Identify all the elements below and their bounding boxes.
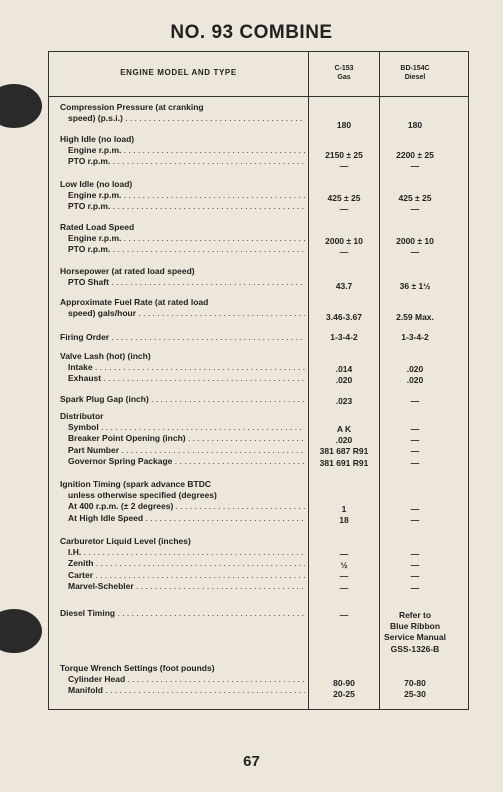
header-bd154	[380, 64, 450, 82]
header-c153	[309, 64, 379, 82]
row-label: Breaker Point Opening (inch) . . .	[60, 433, 305, 444]
value-c153	[309, 236, 379, 258]
row-label: Carburetor Liquid Level (inches)	[60, 536, 191, 546]
row-label: Carter . . .	[60, 570, 305, 581]
value-line: Refer to	[398, 610, 432, 620]
value-spring-package: 381 691 R91	[319, 457, 369, 468]
header-bd154-model: BD-154C	[400, 65, 430, 72]
value-bd154	[380, 364, 450, 386]
page-title: NO. 93 COMBINE	[170, 22, 333, 43]
header-engine-model: ENGINE MODEL AND TYPE	[120, 68, 237, 77]
row-label: unless otherwise specified (degrees)	[68, 490, 217, 501]
value-c153: 43.7	[335, 281, 353, 291]
row-label: Valve Lash (hot) (inch)	[60, 351, 151, 361]
value-engine: 2200 ± 25	[396, 150, 434, 160]
row-label: Compression Pressure (at cranking	[60, 102, 204, 112]
row-label: Symbol . . .	[60, 422, 305, 433]
value-c153	[309, 364, 379, 386]
row-label: At 400 r.p.m. (± 2 degrees) . . .	[60, 501, 305, 512]
value-line: Service Manual	[384, 632, 446, 643]
row-label: Marvel-Schebler . . .	[60, 581, 305, 592]
row-label: Zenith . . .	[60, 558, 305, 569]
value-bd154	[380, 678, 450, 700]
value-engine: 425 ± 25	[327, 193, 361, 203]
value-pto: —	[339, 247, 349, 258]
row-label: Rated Load Speed	[60, 222, 135, 232]
page-number: 67	[243, 753, 260, 770]
value-spring-package: —	[410, 457, 420, 468]
value-pto: —	[339, 204, 349, 215]
value-carter: —	[339, 571, 349, 582]
value-part-number: —	[410, 446, 420, 457]
value-high-idle: —	[410, 515, 420, 526]
binder-hole-bottom	[0, 609, 42, 653]
value-bd154	[380, 236, 450, 258]
row-label: Engine r.p.m. . . .	[60, 233, 305, 244]
value-high-idle: 18	[339, 515, 349, 526]
value-cylinder-head: 80-90	[333, 678, 355, 688]
value-c153	[309, 549, 379, 594]
value-c153: 1-3-4-2	[330, 332, 358, 342]
value-c153: .023	[335, 396, 353, 406]
value-part-number: 381 687 R91	[319, 446, 369, 457]
value-marvel-schebler: —	[339, 582, 349, 593]
value-cylinder-head: 70-80	[404, 678, 426, 688]
value-breaker: .020	[335, 435, 353, 446]
value-breaker: —	[410, 435, 420, 446]
binder-hole-top	[0, 84, 42, 128]
row-label: Firing Order . . .	[60, 332, 305, 343]
value-engine: 2150 ± 25	[325, 150, 363, 160]
value-exhaust: .020	[335, 375, 353, 386]
value-bd154	[380, 504, 450, 526]
value-bd154	[380, 549, 450, 594]
value-at-400: 1	[341, 504, 347, 514]
row-label: Low Idle (no load)	[60, 179, 133, 189]
row-label: Ignition Timing (spark advance BTDC	[60, 479, 211, 489]
row-label: Spark Plug Gap (inch) . . .	[60, 394, 305, 405]
row-label: At High Idle Speed . . .	[60, 513, 305, 524]
value-c153	[309, 424, 379, 469]
value-pto: —	[339, 161, 349, 172]
value-symbol: A K	[336, 424, 352, 434]
value-pto: —	[410, 204, 420, 215]
row-label: PTO r.p.m. . . .	[60, 156, 305, 167]
value-line: GSS-1326-B	[390, 643, 440, 654]
value-bd154	[380, 610, 450, 655]
row-label: PTO Shaft . . .	[60, 277, 305, 288]
value-exhaust: .020	[406, 375, 424, 386]
value-intake: .020	[406, 364, 424, 374]
value-c153	[309, 504, 379, 526]
row-label: Approximate Fuel Rate (at rated load	[60, 297, 209, 307]
header-c153-model: C-153	[334, 65, 354, 72]
value-carter: —	[410, 571, 420, 582]
row-label: High Idle (no load)	[60, 134, 135, 144]
value-intake: .014	[335, 364, 353, 374]
value-zenith: —	[410, 560, 420, 571]
header-divider	[49, 96, 468, 97]
value-zenith: ½	[340, 560, 348, 571]
header-c153-type: Gas	[337, 74, 351, 81]
value-bd154: 1-3-4-2	[401, 332, 429, 342]
value-c153	[309, 150, 379, 172]
row-label: Exhaust . . .	[60, 373, 305, 384]
row-label: Diesel Timing . . .	[60, 608, 305, 619]
value-marvel-schebler: —	[410, 582, 420, 593]
value-bd154: 2.59 Max.	[396, 312, 434, 322]
value-c153: 180	[336, 120, 352, 130]
value-pto: —	[410, 161, 420, 172]
spec-table	[48, 51, 469, 710]
row-label: speed) gals/hour . . .	[60, 308, 305, 319]
value-symbol: —	[410, 424, 420, 434]
value-ih: —	[339, 549, 349, 559]
value-bd154: —	[410, 396, 420, 406]
header-bd154-type: Diesel	[404, 74, 426, 81]
value-pto: —	[410, 247, 420, 258]
value-ih: —	[410, 549, 420, 559]
row-label: Cylinder Head . . .	[60, 674, 305, 685]
value-manifold: 25-30	[404, 689, 426, 700]
row-label: PTO r.p.m. . . .	[60, 201, 305, 212]
row-label: Engine r.p.m. . . .	[60, 145, 305, 156]
row-label: Intake . . .	[60, 362, 305, 373]
value-c153	[309, 678, 379, 700]
value-at-400: —	[410, 504, 420, 514]
row-label: speed) (p.s.i.) . . .	[60, 113, 305, 124]
value-bd154	[380, 424, 450, 469]
row-label: Manifold . . .	[60, 685, 305, 696]
value-engine: 2000 ± 10	[396, 236, 434, 246]
row-label: Distributor	[60, 411, 104, 421]
row-label: I.H. . . .	[60, 547, 305, 558]
value-c153	[309, 193, 379, 215]
row-label: Torque Wrench Settings (foot pounds)	[60, 663, 215, 673]
row-label: Horsepower (at rated load speed)	[60, 266, 195, 276]
value-manifold: 20-25	[333, 689, 355, 700]
value-c153: 3.46-3.67	[326, 312, 362, 322]
row-label: Engine r.p.m. . . .	[60, 190, 305, 201]
row-label: PTO r.p.m. . . .	[60, 244, 305, 255]
row-label: Governor Spring Package . . .	[60, 456, 305, 467]
value-engine: 2000 ± 10	[325, 236, 363, 246]
value-bd154: 180	[407, 120, 423, 130]
value-bd154: 36 ± 1½	[399, 281, 431, 291]
value-line: Blue Ribbon	[389, 621, 441, 632]
value-c153: —	[339, 610, 349, 620]
value-engine: 425 ± 25	[398, 193, 432, 203]
value-bd154	[380, 150, 450, 172]
row-label: Part Number . . .	[60, 445, 305, 456]
value-bd154	[380, 193, 450, 215]
